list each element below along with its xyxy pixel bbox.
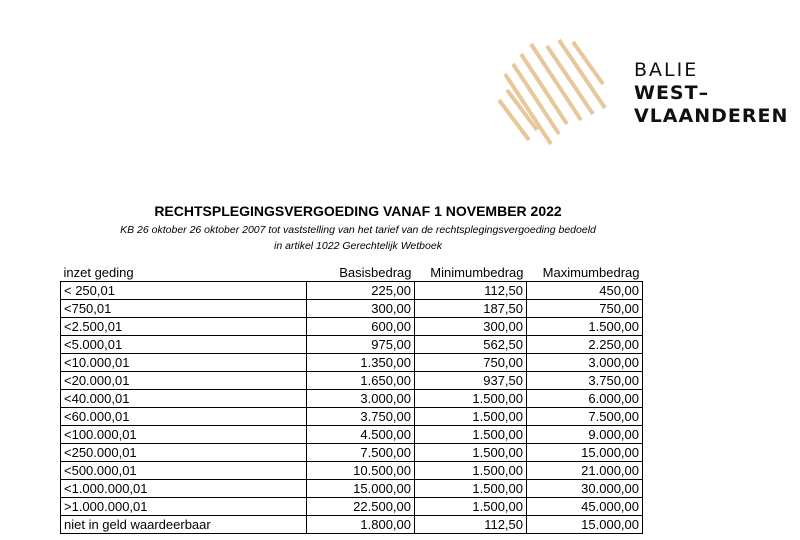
table-row [61,480,643,498]
cell-inzet: <10.000,01 [61,354,307,372]
cell-basis: 300,00 [307,300,415,318]
table-row [61,462,643,480]
table-row [61,444,643,462]
cell-maximum: 21.000,00 [527,462,643,480]
cell-inzet: <40.000,01 [61,390,307,408]
cell-inzet: niet in geld waardeerbaar [61,516,307,534]
cell-basis: 600,00 [307,318,415,336]
cell-maximum: 6.000,00 [527,390,643,408]
cell-minimum: 1.500,00 [415,444,527,462]
header-inzet-geding: inzet geding [63,265,134,280]
cell-inzet: <60.000,01 [61,408,307,426]
logo-line-1: BALIE [634,59,699,81]
logo-line-2: WEST– [634,82,710,104]
document-title: RECHTSPLEGINGSVERGOEDING VANAF 1 NOVEMBER 2022 [154,203,562,219]
cell-inzet: <750,01 [61,300,307,318]
cell-minimum: 1.500,00 [415,480,527,498]
table-header-row [61,264,643,282]
header-maximumbedrag: Maximumbedrag [542,265,640,280]
fee-table [60,264,643,534]
cell-basis: 4.500,00 [307,426,415,444]
header-basisbedrag: Basisbedrag [339,265,412,280]
cell-basis: 22.500,00 [307,498,415,516]
cell-basis: 1.650,00 [307,372,415,390]
cell-basis: 1.350,00 [307,354,415,372]
table-row [61,408,643,426]
cell-maximum: 3.750,00 [527,372,643,390]
cell-maximum: 2.250,00 [527,336,643,354]
cell-maximum: 15.000,00 [527,444,643,462]
cell-basis: 7.500,00 [307,444,415,462]
cell-maximum: 15.000,00 [527,516,643,534]
cell-minimum: 750,00 [415,354,527,372]
table-row [61,372,643,390]
cell-basis: 3.750,00 [307,408,415,426]
table-row [61,282,643,300]
table-row [61,426,643,444]
cell-minimum: 562,50 [415,336,527,354]
table-row [61,390,643,408]
subtitle-line-2: in artikel 1022 Gerechtelijk Wetboek [274,240,442,252]
cell-basis: 3.000,00 [307,390,415,408]
logo [497,38,797,148]
cell-maximum: 3.000,00 [527,354,643,372]
cell-maximum: 7.500,00 [527,408,643,426]
cell-maximum: 750,00 [527,300,643,318]
cell-minimum: 1.500,00 [415,498,527,516]
cell-maximum: 9.000,00 [527,426,643,444]
table-row [61,318,643,336]
cell-basis: 10.500,00 [307,462,415,480]
table-row [61,300,643,318]
table-row [61,354,643,372]
cell-minimum: 1.500,00 [415,390,527,408]
table-row [61,336,643,354]
cell-minimum: 1.500,00 [415,408,527,426]
cell-inzet: <250.000,01 [61,444,307,462]
cell-minimum: 112,50 [415,282,527,300]
logo-stripes-icon [497,38,627,148]
cell-minimum: 1.500,00 [415,462,527,480]
cell-maximum: 45.000,00 [527,498,643,516]
logo-line-3: VLAANDEREN [634,105,789,127]
table-row [61,516,643,534]
subtitle-line-1: KB 26 oktober 26 oktober 2007 tot vaststelling van het tarief van de rechtsplegingsvergoeding bedoeld [120,224,596,236]
cell-inzet: <5.000,01 [61,336,307,354]
cell-minimum: 112,50 [415,516,527,534]
table-row [61,498,643,516]
cell-basis: 225,00 [307,282,415,300]
cell-minimum: 300,00 [415,318,527,336]
cell-inzet: >1.000.000,01 [61,498,307,516]
cell-inzet: < 250,01 [61,282,307,300]
cell-basis: 1.800,00 [307,516,415,534]
cell-basis: 975,00 [307,336,415,354]
cell-inzet: <1.000.000,01 [61,480,307,498]
cell-inzet: <20.000,01 [61,372,307,390]
cell-inzet: <100.000,01 [61,426,307,444]
cell-maximum: 1.500,00 [527,318,643,336]
cell-maximum: 30.000,00 [527,480,643,498]
cell-inzet: <500.000,01 [61,462,307,480]
cell-maximum: 450,00 [527,282,643,300]
cell-minimum: 937,50 [415,372,527,390]
cell-minimum: 187,50 [415,300,527,318]
cell-inzet: <2.500,01 [61,318,307,336]
cell-basis: 15.000,00 [307,480,415,498]
header-minimumbedrag: Minimumbedrag [430,265,524,280]
cell-minimum: 1.500,00 [415,426,527,444]
